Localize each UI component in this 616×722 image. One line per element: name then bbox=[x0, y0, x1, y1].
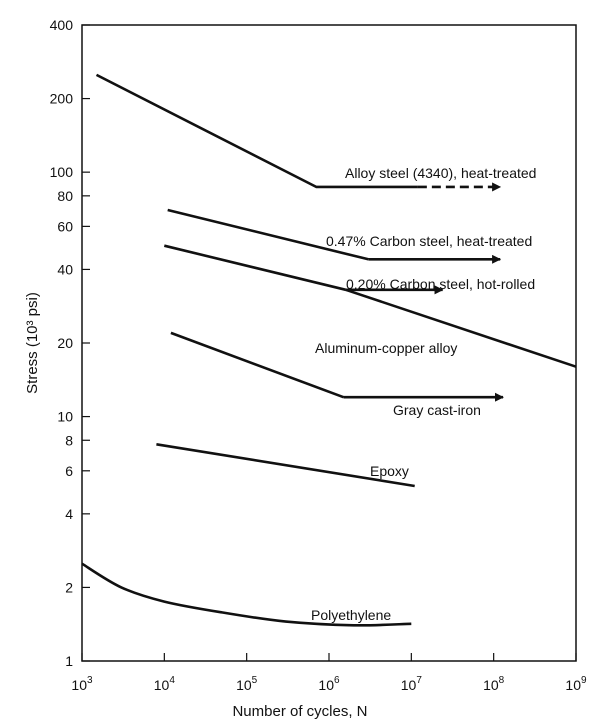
x-tick-label-4: $10^4$ bbox=[153, 675, 175, 693]
x-axis-title: Number of cycles, N bbox=[232, 703, 368, 720]
y-tick-label-80: 80 bbox=[57, 187, 73, 204]
y-tick-label-400: 400 bbox=[49, 17, 73, 33]
y-tick-label-4: 4 bbox=[65, 505, 73, 522]
x-tick-label-7: $10^7$ bbox=[400, 675, 422, 693]
y-tick-label-1: 1 bbox=[65, 653, 73, 669]
series-label-aluminum-copper: Aluminum-copper alloy bbox=[315, 340, 458, 356]
series-line-0-20-carbon-steel-hot-rolled bbox=[164, 246, 345, 290]
series-label-gray-cast-iron: Gray cast-iron bbox=[393, 402, 481, 418]
series-labels bbox=[311, 165, 536, 623]
series-label-020-carbon-steel: 0.20% Carbon steel, hot-rolled bbox=[346, 276, 536, 292]
y-tick-label-200: 200 bbox=[49, 90, 73, 107]
x-tick-label-8: $10^8$ bbox=[483, 675, 505, 693]
y-tick-label-10: 10 bbox=[57, 408, 73, 425]
y-tick-label-6: 6 bbox=[65, 462, 73, 479]
y-tick-label-2: 2 bbox=[65, 579, 73, 596]
y-tick-label-40: 40 bbox=[57, 261, 73, 278]
x-tick-label-6: $10^6$ bbox=[318, 675, 340, 693]
y-axis-title: Stress (10³ psi) bbox=[24, 292, 41, 394]
y-tick-label-20: 20 bbox=[57, 335, 73, 351]
x-axis-ticks bbox=[71, 653, 587, 693]
series-label-polyethylene: Polyethylene bbox=[311, 607, 392, 623]
y-tick-label-8: 8 bbox=[65, 432, 73, 449]
x-tick-label-3: $10^3$ bbox=[71, 675, 93, 693]
series-label-alloy-steel-4340: Alloy steel (4340), heat-treated bbox=[345, 165, 537, 181]
series-label-047-carbon-steel: 0.47% Carbon steel, heat-treated bbox=[326, 233, 533, 249]
y-tick-label-60: 60 bbox=[57, 218, 73, 235]
x-tick-label-5: $10^5$ bbox=[236, 675, 258, 693]
y-axis-ticks bbox=[50, 17, 90, 669]
y-tick-label-100: 100 bbox=[49, 164, 73, 181]
series-label-epoxy: Epoxy bbox=[370, 463, 409, 479]
x-tick-label-9: $10^9$ bbox=[565, 675, 587, 693]
